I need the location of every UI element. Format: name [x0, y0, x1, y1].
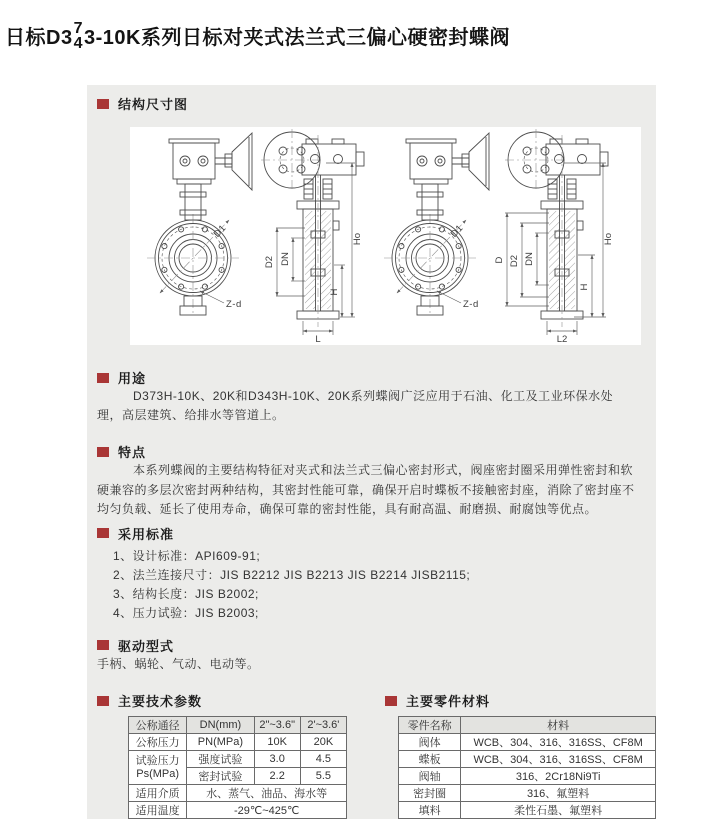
table-cell: 3.0 — [254, 751, 300, 768]
table-cell: 公称压力 — [129, 734, 187, 751]
dim-label-h: H — [329, 288, 340, 296]
features-text: 本系列蝶阀的主要结构特征对夹式和法兰式三偏心密封形式，阀座密封圈采用弹性密封和软硬兼容的多层次密封两种结构，其密封性能可靠，确保开启时蝶板不接触密封座，消除了密封座不均匀负载、延长了使用寿命，确保可靠的密封性能，具有耐高温、耐磨损、耐腐蚀等优点。 — [97, 463, 635, 516]
section-bullet-icon — [385, 696, 397, 706]
standards-list — [113, 547, 656, 623]
title-fraction — [74, 21, 83, 51]
section-header-features — [97, 442, 656, 461]
table-row — [129, 802, 347, 819]
standards-item: 4、压力试验：JIS B2003; — [113, 605, 259, 620]
section-bullet-icon — [97, 528, 109, 538]
title-fraction-top: 7 — [73, 20, 83, 37]
table-row — [129, 785, 347, 802]
table-cell: 2'~3.6' — [300, 717, 346, 734]
dim-label-dn: DN — [280, 252, 291, 266]
table-cell: 强度试验 — [187, 751, 254, 768]
bottom-tables-row — [97, 691, 656, 819]
dim-label-l: L — [315, 334, 321, 345]
table-cell: 适用温度 — [129, 802, 187, 819]
usage-text: D373H-10K、20K和D343H-10K、20K系列蝶阀广泛应用于石油、化工及工业环保水处理，高层建筑、给排水等管道上。 — [97, 389, 614, 423]
table-cell-line: 试验压力 — [135, 754, 180, 767]
table-cell: 密封圈 — [399, 785, 461, 802]
dim-label-ho: Ho — [352, 232, 363, 246]
table-row — [129, 717, 347, 734]
section-bullet-icon — [97, 373, 109, 383]
title-prefix: 日标D3 — [5, 26, 73, 49]
standards-item: 3、结构长度：JIS B2002; — [113, 586, 259, 601]
table-cell: 蝶板 — [399, 751, 461, 768]
dim-label-ho-right: Ho — [603, 232, 614, 246]
section-title-usage: 用途 — [118, 371, 147, 386]
section-title-drive: 驱动型式 — [118, 638, 175, 654]
section-bullet-icon — [97, 99, 109, 109]
section-header-structure — [97, 94, 656, 113]
dim-label-d: D — [494, 256, 505, 264]
dim-label-h-right: H — [579, 283, 590, 291]
section-header-drive — [97, 636, 656, 655]
tech-params-column — [97, 691, 385, 819]
table-row — [399, 768, 656, 785]
valve-front-view-right — [384, 133, 489, 316]
table-row — [399, 785, 656, 802]
table-cell: 316、氟塑料 — [461, 785, 656, 802]
valve-front-view-left — [147, 133, 252, 316]
table-cell: 5.5 — [300, 768, 346, 785]
table-cell: PN(MPa) — [187, 734, 254, 751]
section-bullet-icon — [97, 447, 109, 457]
table-row — [399, 802, 656, 819]
section-title-features: 特点 — [118, 445, 147, 461]
title-suffix: 3-10K系列日标对夹式法兰式三偏心硬密封蝶阀 — [83, 26, 510, 49]
section-header-tech-params — [97, 691, 385, 710]
table-cell: 20K — [300, 734, 346, 751]
drive-text: 手柄、蜗轮、气动、电动等。 — [97, 656, 260, 671]
table-cell: DN(mm) — [187, 717, 254, 734]
table-row — [399, 717, 656, 734]
table-cell: WCB、304、316、316SS、CF8M — [461, 751, 656, 768]
valve-drawing-svg: Z-d D2 DN Ho H L D D2 DN Ho H L2 — [130, 127, 641, 345]
title-fraction-bottom: 4 — [73, 35, 83, 53]
table-cell: 2.2 — [254, 768, 300, 785]
table-cell: 阀体 — [399, 734, 461, 751]
dim-label-dn-right: DN — [524, 252, 535, 266]
section-header-standards — [97, 524, 656, 543]
standards-item: 1、设计标准：API609-91; — [113, 548, 261, 563]
table-cell: 零件名称 — [399, 717, 461, 734]
table-cell: 柔性石墨、氟塑料 — [461, 802, 656, 819]
table-cell: 密封试验 — [187, 768, 254, 785]
section-title-structure: 结构尺寸图 — [118, 97, 189, 112]
table-row — [129, 734, 347, 751]
dim-label-l2: L2 — [556, 334, 568, 345]
dim-label-d2: D2 — [264, 255, 275, 269]
table-row — [399, 751, 656, 768]
section-title-standards: 采用标准 — [118, 526, 175, 542]
materials-column — [385, 691, 656, 819]
section-bullet-icon — [97, 640, 109, 650]
section-title-materials: 主要零件材料 — [406, 694, 491, 710]
tech-params-table — [128, 716, 347, 819]
table-cell: 材料 — [461, 717, 656, 734]
content-panel — [87, 85, 656, 819]
section-header-materials — [385, 691, 656, 710]
table-cell — [129, 751, 187, 785]
section-header-usage — [97, 368, 656, 387]
table-cell-line: Ps(MPa) — [136, 767, 180, 780]
table-cell: WCB、304、316、316SS、CF8M — [461, 734, 656, 751]
section-bullet-icon — [97, 696, 109, 706]
table-cell: 阀轴 — [399, 768, 461, 785]
materials-table — [398, 716, 656, 819]
table-cell: -29℃~425℃ — [187, 802, 347, 819]
table-cell: 适用介质 — [129, 785, 187, 802]
table-cell: 填料 — [399, 802, 461, 819]
section-title-tech-params: 主要技术参数 — [118, 694, 203, 710]
table-cell: 公称通径 — [129, 717, 187, 734]
table-cell: 10K — [254, 734, 300, 751]
table-row — [399, 734, 656, 751]
table-row — [129, 751, 347, 768]
table-cell: 4.5 — [300, 751, 346, 768]
table-cell: 水、蒸气、油品、海水等 — [187, 785, 347, 802]
table-cell: 2"~3.6" — [254, 717, 300, 734]
table-cell: 316、2Cr18Ni9Ti — [461, 768, 656, 785]
dim-label-d2-right: D2 — [509, 254, 520, 268]
dimension-drawing — [130, 127, 641, 345]
page-title — [5, 20, 510, 53]
standards-item: 2、法兰连接尺寸：JIS B2212 JIS B2213 JIS B2214 JISB2115; — [113, 567, 471, 582]
